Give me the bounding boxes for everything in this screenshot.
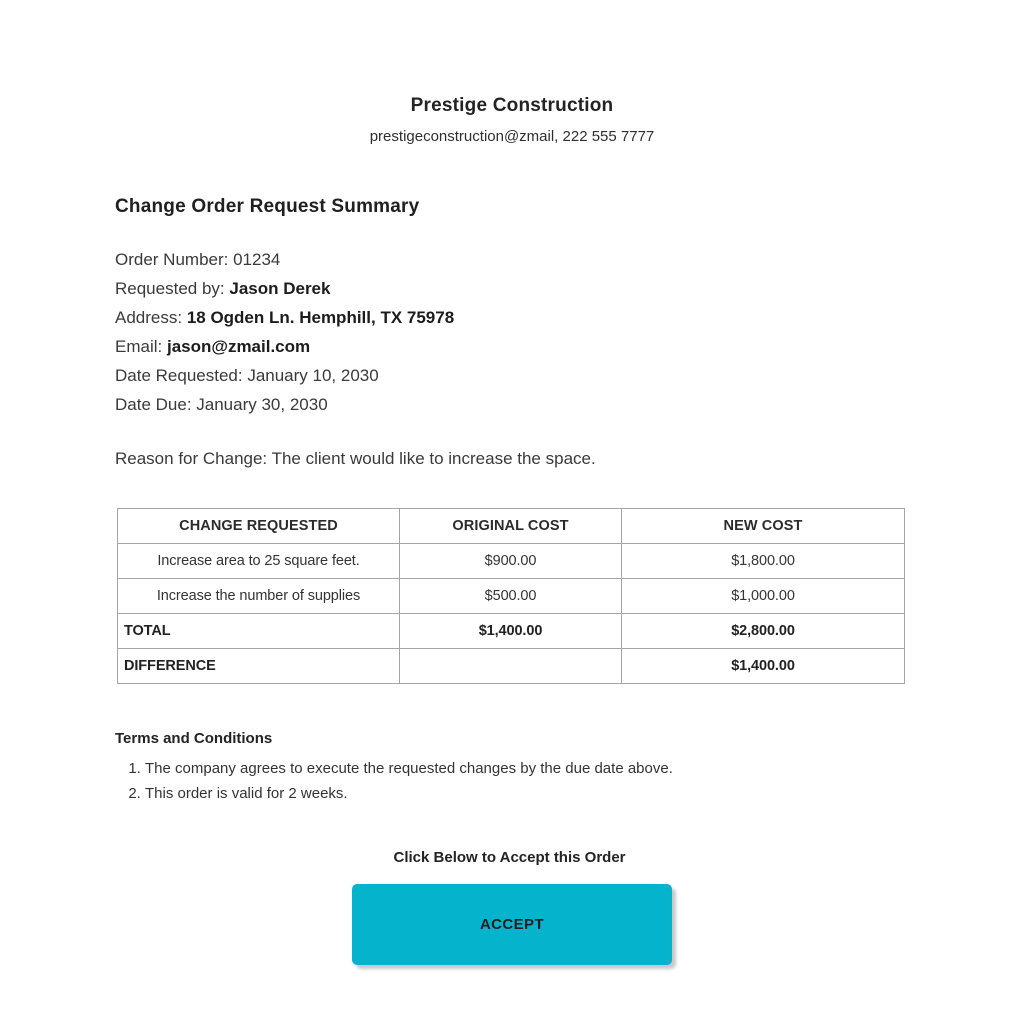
detail-value: 01234: [233, 250, 281, 269]
detail-label: Order Number:: [115, 250, 234, 269]
detail-value: January 30, 2030: [196, 395, 328, 414]
detail-label: Address:: [115, 308, 187, 327]
detail-value: jason@zmail.com: [166, 337, 311, 356]
accept-button[interactable]: ACCEPT: [352, 884, 672, 965]
terms-and-conditions: [115, 730, 904, 806]
column-header-change-requested: CHANGE REQUESTED: [118, 509, 400, 544]
table-row-total: [118, 614, 905, 649]
order-details: [115, 245, 904, 419]
table-row: [118, 544, 905, 579]
reason-for-change: [115, 444, 904, 473]
detail-email: [115, 332, 904, 361]
reason-label: Reason for Change:: [115, 449, 272, 468]
detail-label: Date Requested:: [115, 366, 248, 385]
terms-list: [115, 756, 904, 806]
cell-change: Increase area to 25 square feet.: [118, 544, 400, 579]
cell-difference-original: [400, 649, 622, 684]
terms-heading: Terms and Conditions: [115, 730, 273, 747]
detail-label: Requested by:: [115, 279, 230, 298]
detail-label: Email:: [115, 337, 167, 356]
column-header-original-cost: ORIGINAL COST: [400, 509, 622, 544]
table-row-difference: [118, 649, 905, 684]
cell-original-cost: $900.00: [400, 544, 622, 579]
detail-label: Date Due:: [115, 395, 197, 414]
cost-table: [117, 508, 905, 684]
detail-date-due: [115, 390, 904, 419]
detail-order-number: [115, 245, 904, 274]
detail-value: Jason Derek: [229, 279, 331, 298]
detail-value: January 10, 2030: [247, 366, 379, 385]
terms-item: 2. This order is valid for 2 weeks.: [145, 781, 904, 806]
cell-difference-new: $1,400.00: [622, 649, 905, 684]
cell-total-original: $1,400.00: [400, 614, 622, 649]
detail-requested-by: [115, 274, 904, 303]
cell-new-cost: $1,800.00: [622, 544, 905, 579]
document-body: [115, 196, 904, 866]
cell-total-label: TOTAL: [118, 614, 400, 649]
detail-date-requested: [115, 361, 904, 390]
table-header-row: [118, 509, 905, 544]
accept-instruction: Click Below to Accept this Order: [393, 849, 626, 866]
terms-item: 1. The company agrees to execute the requested changes by the due date above.: [145, 756, 904, 781]
detail-value: 18 Ogden Ln. Hemphill, TX 75978: [186, 308, 455, 327]
letterhead: [0, 0, 1024, 145]
detail-address: [115, 303, 904, 332]
cell-original-cost: $500.00: [400, 579, 622, 614]
accept-button-area: [0, 866, 1024, 965]
table-row: [118, 579, 905, 614]
reason-value: The client would like to increase the space.: [271, 449, 596, 468]
cell-difference-label: DIFFERENCE: [118, 649, 400, 684]
company-contact: prestigeconstruction@zmail, 222 555 7777: [369, 128, 655, 145]
page-title: Change Order Request Summary: [115, 196, 420, 217]
cell-change: Increase the number of supplies: [118, 579, 400, 614]
company-name: Prestige Construction: [410, 95, 614, 116]
cell-new-cost: $1,000.00: [622, 579, 905, 614]
column-header-new-cost: NEW COST: [622, 509, 905, 544]
cell-total-new: $2,800.00: [622, 614, 905, 649]
